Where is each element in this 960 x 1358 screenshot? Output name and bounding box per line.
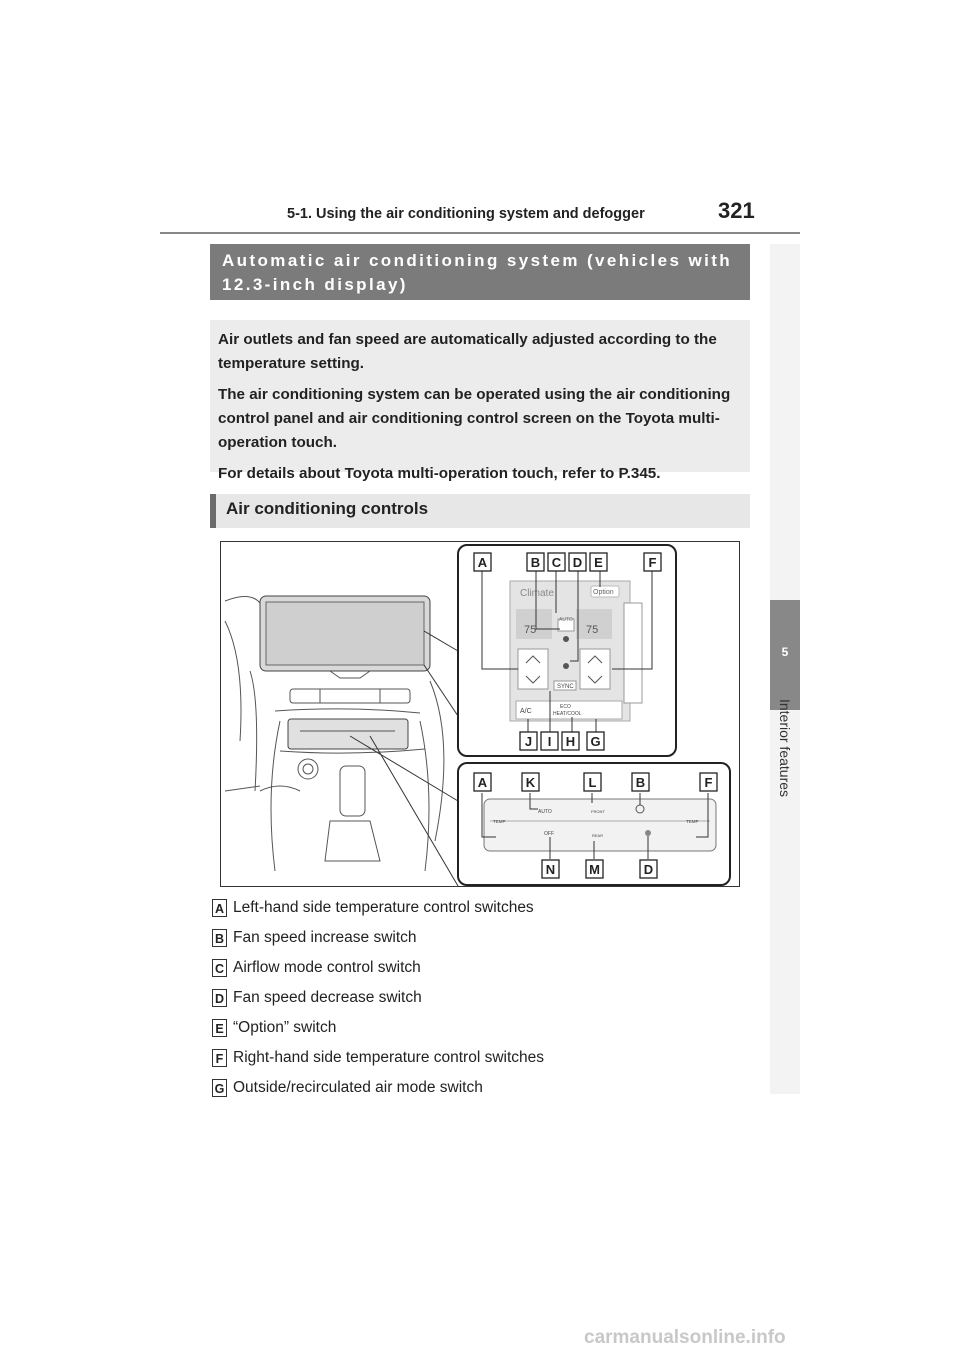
legend-key: G (212, 1079, 227, 1097)
screen-option-label: Option (593, 589, 614, 596)
intro-paragraph: The air conditioning system can be operated using the air conditioning control panel and air conditioning control screen on the Toyota multi-operation touch. (218, 386, 731, 451)
screen-temp-left: 75 (524, 624, 537, 636)
screen-eco-label: ECO (560, 704, 571, 710)
callout-panel: M (589, 862, 600, 877)
panel-rear-label: REAR (592, 833, 604, 838)
legend-text: Fan speed decrease switch (233, 989, 422, 1006)
legend-text: Right-hand side temperature control switches (233, 1049, 545, 1066)
section-heading: 5-1. Using the air conditioning system and defogger (287, 206, 645, 222)
callout-screen: D (572, 555, 583, 570)
legend-text: Airflow mode control switch (233, 959, 421, 976)
screen-temp-right: 75 (586, 624, 599, 636)
intro-paragraph: Air outlets and fan speed are automatically adjusted according to the temperature setting. (218, 331, 717, 372)
legend-text: Left-hand side temperature control switches (233, 899, 534, 916)
screen-sync-label: SYNC (557, 684, 574, 690)
controls-figure (220, 541, 740, 887)
callout-panel: L (588, 775, 597, 790)
legend-key: C (212, 959, 227, 977)
callout-panel: B (635, 775, 646, 790)
screen-heatcool-label: HEAT/COOL (553, 711, 582, 717)
panel-off-label: OFF (544, 831, 554, 837)
intro-box (210, 320, 750, 482)
legend-text: Fan speed increase switch (233, 929, 417, 946)
legend-text: “Option” switch (233, 1019, 337, 1036)
callout-screen: J (524, 734, 533, 749)
callout-screen: E (594, 555, 603, 570)
panel-temp-left: TEMP (493, 819, 506, 824)
legend-key: E (212, 1019, 227, 1037)
callout-screen: B (530, 555, 541, 570)
callout-panel: K (525, 775, 536, 790)
panel-auto-label: AUTO (538, 809, 552, 815)
screen-auto-label: AUTO (559, 617, 573, 623)
section-title: Automatic air conditioning system (vehicles with 12.3-inch display) (210, 244, 750, 300)
callout-screen: A (477, 555, 488, 570)
legend-key: F (212, 1049, 227, 1067)
callout-screen: H (565, 734, 576, 749)
panel-front-label: FRONT (591, 809, 605, 814)
header-rule (160, 232, 800, 234)
callout-screen: F (648, 555, 657, 570)
chapter-number: 5 (781, 645, 789, 659)
callout-panel: F (704, 775, 713, 790)
chapter-title-tab (770, 690, 800, 830)
legend-key: D (212, 989, 227, 1007)
callout-screen: C (551, 555, 562, 570)
watermark: carmanualsonline.info (584, 1327, 786, 1348)
panel-temp-right: TEMP (686, 819, 699, 824)
chapter-title: Interior features (777, 698, 793, 798)
legend-key: A (212, 899, 227, 917)
page-number: 321 (718, 198, 755, 223)
legend-key: B (212, 929, 227, 947)
callout-screen: I (547, 734, 552, 749)
screen-ac-label: A/C (520, 708, 532, 715)
intro-paragraph: For details about Toyota multi-operation touch, refer to P.345. (218, 465, 661, 482)
screen-climate-label: Climate (520, 588, 554, 599)
legend-text: Outside/recirculated air mode switch (233, 1079, 483, 1096)
callout-panel: N (545, 862, 556, 877)
callout-panel: A (477, 775, 488, 790)
callout-screen: G (590, 734, 601, 749)
subheading: Air conditioning controls (210, 494, 750, 528)
callout-panel: D (643, 862, 654, 877)
